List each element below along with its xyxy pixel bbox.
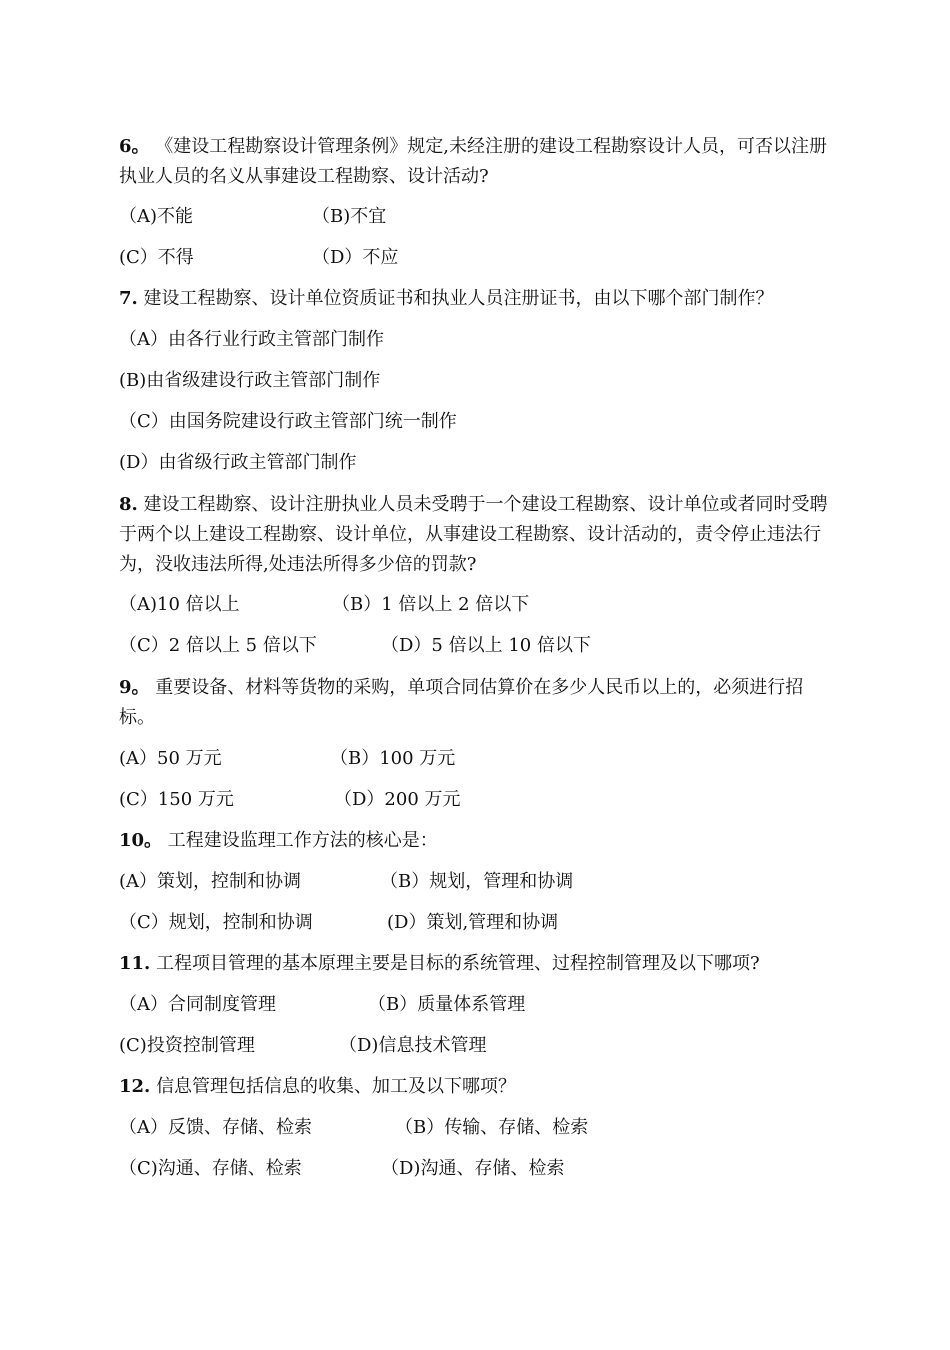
question-number: 6。 (119, 136, 150, 157)
option-d: （D）5 倍以上 10 倍以下 (381, 635, 591, 656)
option-c: (C）150 万元 (119, 789, 234, 810)
option-c: (C）不得 (119, 247, 194, 268)
question-6 (119, 132, 839, 192)
option-c: （C)沟通、存储、检索 (119, 1158, 302, 1179)
question-8 (119, 490, 839, 580)
question-text: 建设工程勘察、设计注册执业人员未受聘于一个建设工程勘察、设计单位或者同时受聘于两个以上建设工程勘察、设计单位，从事建设工程勘察、设计活动的，责令停止违法行为，没收违法所得,处违法所得多少倍的罚款? (119, 494, 828, 575)
option-b: （B）1 倍以上 2 倍以下 (332, 594, 530, 615)
option-a: （A）反馈、存储、检索 (119, 1117, 312, 1138)
question-number: 9。 (119, 677, 150, 698)
question-9 (119, 673, 839, 733)
option-b: （B）质量体系管理 (368, 994, 526, 1015)
option-d: （D）不应 (312, 247, 399, 268)
option-d: （D）200 万元 (334, 789, 461, 810)
option-b: （B）规划，管理和协调 (380, 871, 574, 892)
question-number: 10。 (119, 830, 163, 851)
option-d: (D）策划,管理和协调 (387, 912, 559, 933)
question-10 (119, 826, 839, 856)
option-d: （D)信息技术管理 (339, 1035, 487, 1056)
option-d: (D）由省级行政主管部门制作 (119, 452, 357, 473)
option-d: （D)沟通、存储、检索 (381, 1158, 565, 1179)
option-a: （A）由各行业行政主管部门制作 (119, 329, 384, 350)
option-a: （A)不能 (119, 206, 194, 227)
question-text: 建设工程勘察、设计单位资质证书和执业人员注册证书，由以下哪个部门制作？ (143, 288, 774, 309)
option-b: (B)由省级建设行政主管部门制作 (119, 370, 381, 391)
question-number: 8. (119, 494, 138, 515)
option-c: （C）由国务院建设行政主管部门统一制作 (119, 411, 457, 432)
question-text: 工程建设监理工作方法的核心是： (167, 830, 438, 851)
option-a: （A)10 倍以上 (119, 594, 240, 615)
question-number: 12. (119, 1076, 151, 1097)
question-number: 7. (119, 288, 138, 309)
question-11 (119, 949, 839, 979)
option-c: （C）规划，控制和协调 (119, 912, 313, 933)
option-a: （A）合同制度管理 (119, 994, 276, 1015)
option-c: (C)投资控制管理 (119, 1035, 255, 1056)
option-c: （C）2 倍以上 5 倍以下 (119, 635, 317, 656)
question-text: 工程项目管理的基本原理主要是目标的系统管理、过程控制管理及以下哪项? (156, 953, 760, 974)
option-b: （B）传输、存储、检索 (395, 1117, 589, 1138)
option-b: （B)不宜 (312, 206, 387, 227)
question-number: 11. (119, 953, 151, 974)
option-a: (A）50 万元 (119, 748, 222, 769)
option-a: (A）策划，控制和协调 (119, 871, 302, 892)
question-12 (119, 1072, 839, 1102)
option-b: （B）100 万元 (330, 748, 456, 769)
question-7 (119, 284, 839, 314)
question-text: 《建设工程勘察设计管理条例》规定,未经注册的建设工程勘察设计人员，可否以注册执业人员的名义从事建设工程勘察、设计活动? (119, 136, 827, 187)
question-text: 信息管理包括信息的收集、加工及以下哪项？ (156, 1076, 517, 1097)
question-text: 重要设备、材料等货物的采购，单项合同估算价在多少人民币以上的，必须进行招标。 (119, 677, 804, 728)
